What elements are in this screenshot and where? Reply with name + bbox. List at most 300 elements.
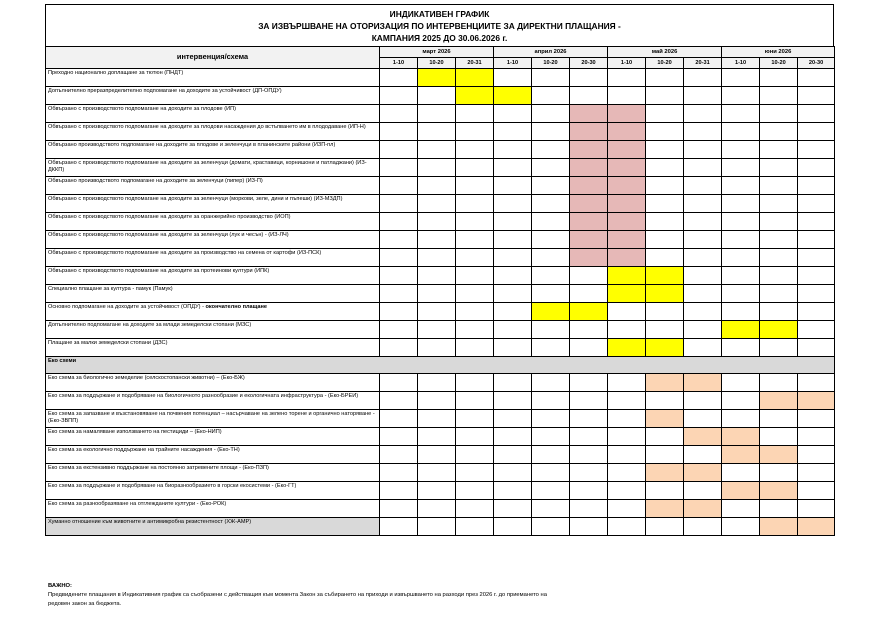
period-cell [722,69,760,87]
table-row [46,410,835,428]
period-cell [570,410,608,428]
period-cell [456,339,494,357]
period-cell [684,321,722,339]
scheduled-period-cell [760,446,798,464]
period-cell [684,446,722,464]
period-cell [646,123,684,141]
period-cell [494,231,532,249]
period-cell [532,177,570,195]
period-cell [722,159,760,177]
row-label [46,303,380,321]
scheduled-period-cell [722,321,760,339]
period-cell [418,267,456,285]
period-cell [570,69,608,87]
section-label: Еко схеми [46,357,835,374]
period-cell [684,303,722,321]
row-label-text: Обвързано с производството подпомагане на доходите за производство на семена от картофи (ИЗ-ПСК) [48,250,322,256]
period-cell [418,285,456,303]
period-cell [456,159,494,177]
scheduled-period-cell [570,213,608,231]
period-cell [380,69,418,87]
period-cell [456,392,494,410]
month-header: април 2026 [494,47,608,58]
period-header: 20-31 [456,58,494,69]
row-label-text: Преходно национално доплащане за тютюн (ПНДТ) [48,70,184,76]
period-cell [456,267,494,285]
period-header: 1-10 [722,58,760,69]
row-label-text: Еко схема за поддържане и подобряване на биологичното разнообразие и екологичната инфраструктура - (Еко-БРЕИ) [48,393,359,399]
period-cell [380,518,418,536]
scheduled-period-cell [608,123,646,141]
period-cell [494,105,532,123]
period-cell [418,213,456,231]
row-label [46,428,380,446]
table-row [46,177,835,195]
period-cell [418,249,456,267]
period-cell [494,177,532,195]
period-cell [570,339,608,357]
period-cell [494,69,532,87]
period-cell [646,213,684,231]
period-cell [684,141,722,159]
period-cell [456,231,494,249]
period-cell [380,464,418,482]
row-label-text: Обвързано производството подпомагане на доходите за плодове и зеленчуци в планинските райони (ИЗП-пл) [48,142,336,148]
period-header: 20-30 [570,58,608,69]
period-cell [646,446,684,464]
period-cell [380,410,418,428]
period-cell [418,231,456,249]
scheduled-period-cell [570,249,608,267]
period-cell [570,285,608,303]
period-cell [532,231,570,249]
period-cell [532,285,570,303]
period-cell [722,339,760,357]
period-cell [532,339,570,357]
period-cell [684,69,722,87]
period-cell [608,500,646,518]
scheduled-period-cell [722,428,760,446]
row-label-text: Обвързано с производството подпомагане на доходите за зеленчуци (лук и чесън) - (ИЗ-ЛЧ) [48,232,289,238]
period-cell [380,339,418,357]
period-cell [418,105,456,123]
row-label-text: Допълнително подпомагане на доходите за млади земеделски стопани (МЗС) [48,322,252,328]
period-cell [608,446,646,464]
period-cell [456,428,494,446]
period-cell [684,267,722,285]
period-cell [684,105,722,123]
scheduled-period-cell [456,87,494,105]
scheduled-period-cell [608,231,646,249]
scheduled-period-cell [760,518,798,536]
period-cell [532,249,570,267]
period-cell [760,177,798,195]
table-row [46,231,835,249]
period-cell [760,339,798,357]
row-label-emphasis: окончателно плащане [205,304,267,310]
period-cell [646,69,684,87]
table-row [46,392,835,410]
period-cell [684,339,722,357]
period-cell [418,321,456,339]
period-cell [646,159,684,177]
table-row [46,87,835,105]
period-cell [418,464,456,482]
period-cell [722,500,760,518]
scheduled-period-cell [570,159,608,177]
period-cell [760,249,798,267]
scheduled-period-cell [418,69,456,87]
period-cell [418,195,456,213]
period-cell [760,410,798,428]
period-cell [494,339,532,357]
table-row [46,446,835,464]
period-cell [798,69,835,87]
period-cell [380,159,418,177]
period-cell [608,428,646,446]
period-cell [722,213,760,231]
table-row [46,213,835,231]
period-cell [532,159,570,177]
period-cell [684,213,722,231]
period-cell [608,392,646,410]
scheduled-period-cell [760,482,798,500]
period-cell [798,339,835,357]
period-cell [570,374,608,392]
scheduled-period-cell [608,141,646,159]
row-label [46,339,380,357]
period-cell [418,410,456,428]
row-label [46,500,380,518]
period-cell [798,195,835,213]
table-row [46,249,835,267]
period-cell [798,123,835,141]
row-label [46,249,380,267]
period-cell [456,249,494,267]
intervention-header: интервенция/схема [46,47,380,69]
row-label-text: Обвързано с производството подпомагане на доходите за протеинови култури (ИПК) [48,268,270,274]
period-cell [418,392,456,410]
period-cell [798,87,835,105]
period-cell [684,177,722,195]
period-cell [684,87,722,105]
period-header: 1-10 [380,58,418,69]
period-cell [494,213,532,231]
row-label-text: Обвързано с производството подпомагане на доходите за плодови насаждения до встъпването им в плододаване (ИП-Н) [48,124,366,130]
period-cell [646,321,684,339]
period-cell [494,410,532,428]
period-cell [456,482,494,500]
period-cell [380,374,418,392]
period-cell [418,159,456,177]
scheduled-period-cell [570,303,608,321]
period-cell [760,87,798,105]
schedule-sheet [45,4,834,536]
period-cell [570,464,608,482]
period-cell [456,105,494,123]
period-cell [570,518,608,536]
scheduled-period-cell [608,339,646,357]
period-cell [380,105,418,123]
scheduled-period-cell [494,87,532,105]
period-cell [722,123,760,141]
period-cell [646,141,684,159]
row-label [46,446,380,464]
period-cell [380,123,418,141]
month-header: юни 2026 [722,47,835,58]
period-cell [532,87,570,105]
period-cell [494,249,532,267]
scheduled-period-cell [608,159,646,177]
period-cell [494,267,532,285]
period-cell [608,464,646,482]
period-cell [418,428,456,446]
period-cell [494,464,532,482]
period-cell [456,446,494,464]
scheduled-period-cell [570,105,608,123]
period-cell [570,482,608,500]
scheduled-period-cell [532,303,570,321]
table-row [46,464,835,482]
scheduled-period-cell [646,374,684,392]
period-header: 1-10 [608,58,646,69]
scheduled-period-cell [570,123,608,141]
row-label [46,123,380,141]
period-cell [798,105,835,123]
row-label-text: Еко схема за екстензивно поддържане на постоянно затревените площи - (Еко-ПЗП) [48,465,269,471]
period-cell [532,410,570,428]
row-label [46,321,380,339]
period-cell [380,303,418,321]
table-row [46,285,835,303]
period-cell [760,267,798,285]
scheduled-period-cell [570,195,608,213]
period-cell [722,518,760,536]
row-label-text: Еко схема за екологично поддържане на трайните насаждения - (Еко-ТН) [48,447,240,453]
period-cell [722,303,760,321]
period-cell [760,195,798,213]
row-label [46,482,380,500]
period-cell [494,428,532,446]
row-label [46,374,380,392]
scheduled-period-cell [722,446,760,464]
month-header: март 2026 [380,47,494,58]
period-cell [494,285,532,303]
period-cell [760,141,798,159]
period-cell [418,482,456,500]
period-cell [608,410,646,428]
row-label [46,392,380,410]
period-cell [532,105,570,123]
period-cell [380,446,418,464]
period-cell [684,285,722,303]
period-cell [646,303,684,321]
title-block [45,4,834,46]
period-cell [684,249,722,267]
scheduled-period-cell [684,428,722,446]
period-cell [798,141,835,159]
period-cell [760,69,798,87]
period-cell [798,500,835,518]
period-cell [532,321,570,339]
notes-line-2: редовен закон за бюджета. [48,601,122,607]
period-cell [760,374,798,392]
period-cell [494,195,532,213]
period-header: 10-20 [418,58,456,69]
period-cell [684,195,722,213]
scheduled-period-cell [798,392,835,410]
row-label [46,464,380,482]
period-cell [608,87,646,105]
row-label [46,141,380,159]
scheduled-period-cell [646,410,684,428]
period-cell [380,321,418,339]
period-cell [608,303,646,321]
period-cell [722,285,760,303]
period-cell [798,446,835,464]
period-cell [570,392,608,410]
period-cell [570,428,608,446]
period-cell [798,159,835,177]
period-cell [380,195,418,213]
period-cell [494,392,532,410]
row-label-text: Обвързано с производството подпомагане на доходите за оранжерийно производство (ИОП) [48,214,291,220]
period-cell [798,374,835,392]
scheduled-period-cell [608,213,646,231]
period-cell [722,87,760,105]
period-cell [494,374,532,392]
table-row [46,123,835,141]
period-cell [456,213,494,231]
table-row [46,195,835,213]
period-cell [646,392,684,410]
period-cell [532,374,570,392]
period-cell [722,392,760,410]
scheduled-period-cell [570,231,608,249]
period-cell [798,464,835,482]
period-cell [646,428,684,446]
period-cell [456,195,494,213]
period-cell [532,141,570,159]
table-row [46,482,835,500]
period-cell [722,410,760,428]
period-cell [684,482,722,500]
period-cell [722,231,760,249]
period-cell [760,464,798,482]
period-cell [494,482,532,500]
period-cell [608,518,646,536]
title-line-3: КАМПАНИЯ 2025 ДО 30.06.2026 г. [371,33,508,43]
period-cell [722,105,760,123]
period-cell [722,195,760,213]
table-row [46,339,835,357]
period-cell [722,267,760,285]
scheduled-period-cell [760,321,798,339]
period-cell [380,87,418,105]
period-cell [798,482,835,500]
period-cell [684,159,722,177]
table-row [46,105,835,123]
section-row [46,357,835,374]
table-row [46,159,835,177]
scheduled-period-cell [608,177,646,195]
scheduled-period-cell [608,285,646,303]
period-cell [646,87,684,105]
period-header: 10-20 [532,58,570,69]
period-cell [380,482,418,500]
period-cell [646,195,684,213]
scheduled-period-cell [608,195,646,213]
period-cell [494,500,532,518]
scheduled-period-cell [608,249,646,267]
table-row [46,500,835,518]
scheduled-period-cell [646,285,684,303]
period-cell [684,392,722,410]
period-cell [798,428,835,446]
period-cell [380,141,418,159]
scheduled-period-cell [646,464,684,482]
period-cell [570,500,608,518]
period-cell [608,69,646,87]
period-cell [418,141,456,159]
table-row [46,69,835,87]
row-label [46,518,380,536]
period-cell [798,231,835,249]
period-cell [570,87,608,105]
period-cell [798,410,835,428]
period-cell [798,177,835,195]
table-row [46,267,835,285]
period-cell [646,482,684,500]
notes-title: ВАЖНО: [48,583,72,589]
period-cell [532,446,570,464]
period-header: 10-20 [646,58,684,69]
period-cell [380,267,418,285]
row-label [46,159,380,177]
period-cell [456,321,494,339]
scheduled-period-cell [646,500,684,518]
title-line-1: ИНДИКАТИВЕН ГРАФИК [389,9,490,19]
period-cell [570,446,608,464]
period-cell [456,285,494,303]
period-cell [722,177,760,195]
scheduled-period-cell [760,392,798,410]
period-cell [380,285,418,303]
scheduled-period-cell [570,141,608,159]
period-cell [380,392,418,410]
scheduled-period-cell [570,177,608,195]
table-row [46,518,835,536]
row-label [46,87,380,105]
row-label [46,285,380,303]
period-cell [532,123,570,141]
period-header: 20-30 [798,58,835,69]
period-cell [456,123,494,141]
row-label [46,213,380,231]
scheduled-period-cell [684,374,722,392]
period-cell [608,321,646,339]
notes-block [48,582,648,609]
period-cell [722,141,760,159]
period-cell [418,177,456,195]
period-cell [760,285,798,303]
period-cell [494,159,532,177]
row-label [46,105,380,123]
row-label [46,177,380,195]
period-cell [608,374,646,392]
row-label [46,267,380,285]
period-cell [684,518,722,536]
